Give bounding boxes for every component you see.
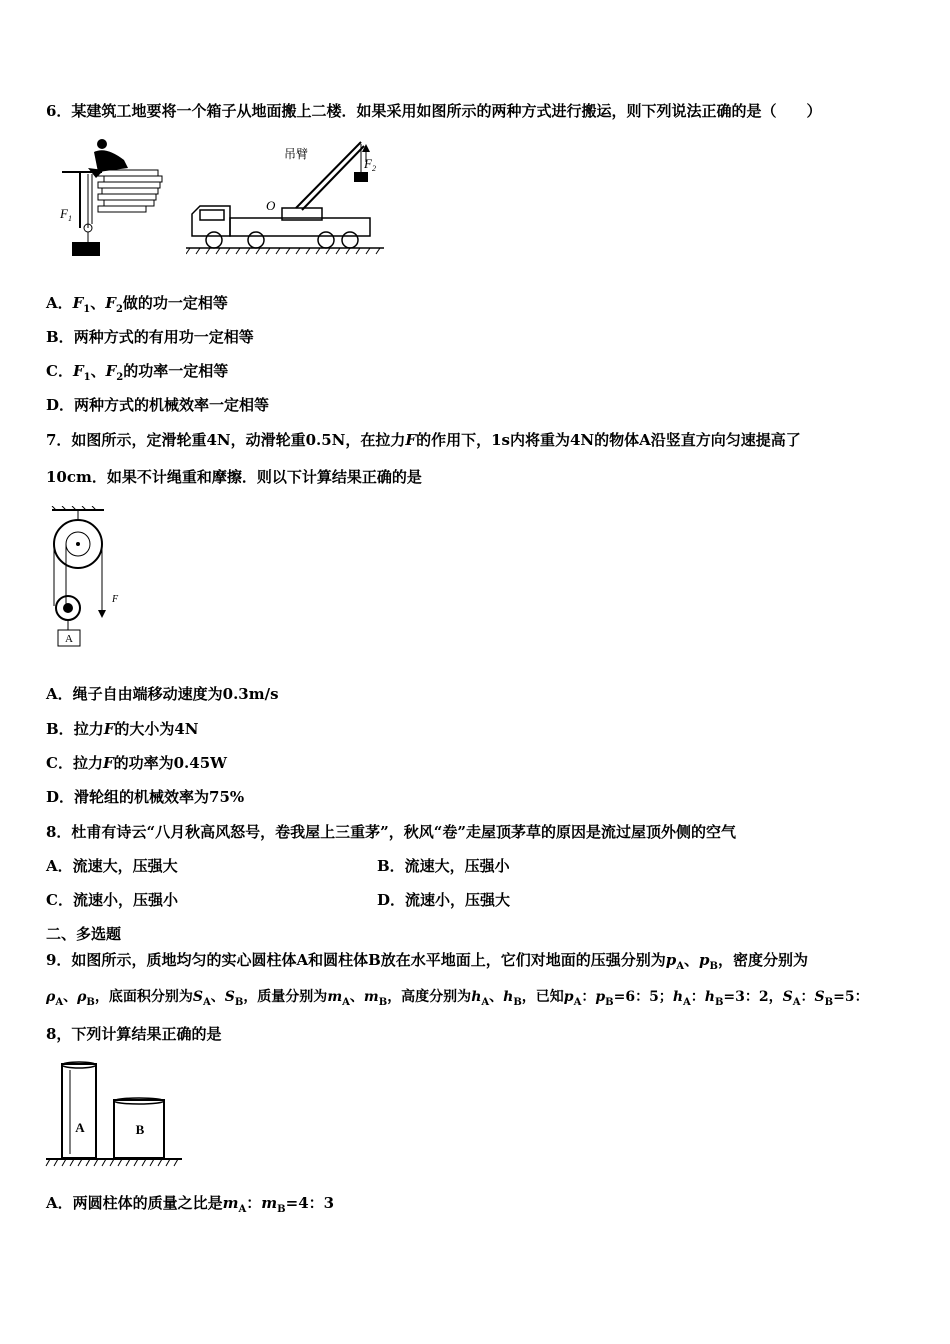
q8-option-c[interactable]: C．流速小，压强小	[46, 891, 178, 909]
q6-option-a[interactable]: A．$F_1$、$F_2$做的功一定相等	[46, 294, 228, 315]
q9-stem-line3: 8，下列计算结果正确的是	[46, 1025, 222, 1043]
q8-option-b[interactable]: B．流速大，压强小	[377, 857, 510, 875]
q8-stem: 8．杜甫有诗云“八月秋高风怒号，卷我屋上三重茅”，秋风“卷”走屋顶茅草的原因是流过屋顶外侧的空气	[46, 823, 736, 841]
cylinder-a-label: A	[75, 1120, 85, 1135]
q6-option-b[interactable]: B．两种方式的有用功一定相等	[46, 328, 254, 346]
block-a-label: A	[65, 633, 73, 645]
section-heading: 二、多选题	[46, 925, 122, 943]
q7-option-b[interactable]: B．拉力F的大小为4N	[46, 720, 199, 738]
q7-option-a[interactable]: A．绳子自由端移动速度为0.3m/s	[46, 685, 279, 703]
q6-option-d[interactable]: D．两种方式的机械效率一定相等	[46, 396, 270, 414]
q7-stem-line1: 7．如图所示，定滑轮重4N，动滑轮重0.5N，在拉力F的作用下，1s内将重为4N的物体A沿竖直方向匀速提高了	[46, 431, 801, 449]
q8-option-d[interactable]: D．流速小，压强大	[377, 891, 511, 909]
boom-label: 吊臂	[284, 147, 309, 161]
q9-figure-cylinders	[44, 1060, 186, 1170]
q6-option-c[interactable]: C．$F_1$、$F_2$的功率一定相等	[46, 362, 229, 383]
q9-option-a[interactable]: A．两圆柱体的质量之比是$m_A$：$m_B=4$：3	[46, 1194, 335, 1215]
q7-option-c[interactable]: C．拉力F的功率为0.45W	[46, 754, 228, 772]
q6-figure-worker-pulley	[58, 138, 166, 260]
q8-option-a[interactable]: A．流速大，压强大	[46, 857, 178, 875]
q6-stem: 6．某建筑工地要将一个箱子从地面搬上二楼．如果采用如图所示的两种方式进行搬运，则下列说法正确的是（ ）	[46, 102, 822, 120]
f2-label: $F_2$	[364, 156, 376, 173]
f1-label: $F_1$	[60, 206, 72, 223]
q7-stem-line2: 10cm．如果不计绳重和摩擦．则以下计算结果正确的是	[46, 468, 422, 486]
q7-option-d[interactable]: D．滑轮组的机械效率为75%	[46, 788, 245, 806]
q7-figure-pulley-system	[48, 506, 138, 652]
q9-stem-line2: $\rho_A$、$\rho_B$，底面积分别为$S_A$、$S_B$，质量分别为$m_A$、$m_B$，高度分别为$h_A$、$h_B$，已知$p_A$：$p_B=6$：5；$h_A$：$h_B=3$：2，$S_A$：$S_B=5$：	[46, 989, 869, 1008]
cylinder-b-label: B	[135, 1122, 145, 1137]
q9-stem-line1: 9．如图所示，质地均匀的实心圆柱体A和圆柱体B放在水平地面上，它们对地面的压强分别为$p_A$、$p_B$，密度分别为	[46, 951, 809, 972]
o-label: O	[266, 198, 276, 213]
q6-figure-crane-truck	[186, 138, 386, 256]
f-label: F	[112, 594, 119, 605]
